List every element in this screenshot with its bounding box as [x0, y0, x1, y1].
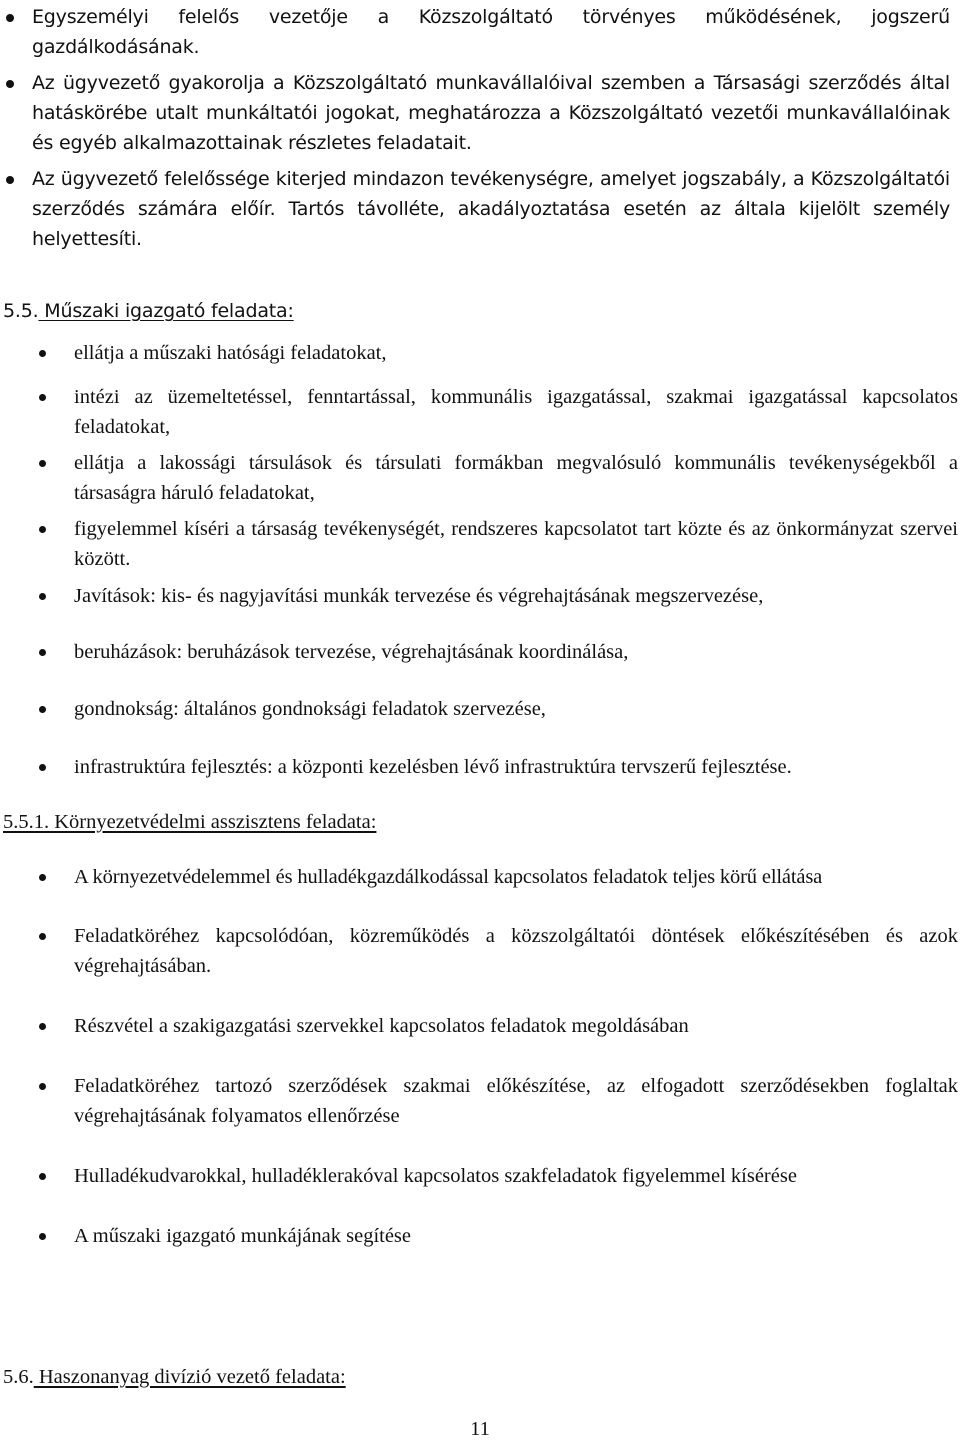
bullet-icon: [39, 1173, 46, 1180]
list-item-text: ellátja a műszaki hatósági feladatokat,: [74, 342, 387, 364]
list-item-text: A környezetvédelemmel és hulladékgazdálkodással kapcsolatos feladatok teljes körű ellátása: [74, 866, 823, 888]
list-item-text: A műszaki igazgató munkájának segítése: [74, 1225, 412, 1247]
section-title: Műszaki igazgató feladata:: [38, 300, 294, 322]
list-item-text: Részvétel a szakigazgatási szervekkel kapcsolatos feladatok megoldásában: [74, 1015, 689, 1037]
section-number: 5.5.: [3, 300, 39, 322]
list-item: [0, 1221, 958, 1251]
section-heading-5-5: [3, 296, 294, 326]
list-item: [0, 338, 958, 368]
bullet-icon: [39, 706, 46, 713]
bullet-icon: [39, 1023, 46, 1030]
top-bullet-list: [0, 2, 950, 260]
bullet-icon: [39, 1083, 46, 1090]
list-item-text: beruházások: beruházások tervezése, végrehajtásának koordinálása,: [74, 641, 629, 663]
list-item-text: Hulladékudvarokkal, hulladéklerakóval kapcsolatos szakfeladatok figyelemmel kísérése: [74, 1165, 797, 1187]
bullet-icon: [6, 14, 14, 22]
list-item: [0, 164, 950, 254]
bullet-icon: [6, 80, 14, 88]
list-item: [0, 921, 958, 981]
list-item-text: ellátja a lakossági társulások és társulati formákban megvalósuló kommunális tevékenységekből a társaságra háruló feladatokat,: [74, 452, 958, 504]
page-number: 11: [470, 1418, 490, 1440]
bullet-icon: [39, 1233, 46, 1240]
bullet-icon: [6, 176, 14, 184]
bullet-icon: [39, 649, 46, 656]
list-item: [0, 514, 958, 574]
list-item: [0, 752, 958, 782]
section-title: Haszonanyag divízió vezető feladata:: [33, 1366, 346, 1388]
bullet-icon: [39, 593, 46, 600]
bullet-icon: [39, 394, 46, 401]
list-item-text: intézi az üzemeltetéssel, fenntartással, kommunális igazgatással, szakmai igazgatással kapcsolatos feladatokat,: [74, 386, 958, 438]
section-heading-5-5-1: [3, 807, 376, 837]
bullet-icon: [39, 460, 46, 467]
list-item: [0, 694, 958, 724]
list-item: [0, 68, 950, 158]
list-item: [0, 382, 958, 442]
list-item: [0, 862, 958, 892]
list-item-text: Az ügyvezető felelőssége kiterjed mindazon tevékenységre, amelyet jogszabály, a Közszolgáltatói szerződés számára előír. Tartós távolléte, akadályoztatása esetén az általa kijelölt személy helyettesíti.: [32, 168, 950, 250]
list-item: [0, 2, 950, 62]
bullet-icon: [39, 933, 46, 940]
bullet-icon: [39, 526, 46, 533]
list-item-text: gondnokság: általános gondnoksági feladatok szervezése,: [74, 698, 546, 720]
list-item-text: Az ügyvezető gyakorolja a Közszolgáltató munkavállalóival szemben a Társasági szerződés által hatáskörébe utalt munkáltatói jogokat, meghatározza a Közszolgáltató vezetői munkavállalóinak és egyéb alkalmazottainak részletes feladatait.: [32, 72, 950, 154]
list-item-text: Javítások: kis- és nagyjavítási munkák tervezése és végrehajtásának megszervezése,: [74, 585, 764, 607]
list-item: [0, 581, 958, 611]
list-item-text: figyelemmel kíséri a társaság tevékenységét, rendszeres kapcsolatot tart közte és az önkormányzat szervei között.: [74, 518, 958, 570]
list-item-text: Feladatköréhez kapcsolódóan, közreműködés a közszolgáltatói döntések előkészítésében és azok végrehajtásában.: [74, 925, 958, 977]
list-item-text: infrastruktúra fejlesztés: a központi kezelésben lévő infrastruktúra tervszerű fejlesztése.: [74, 756, 792, 778]
bullet-icon: [39, 764, 46, 771]
list-item-text: Egyszemélyi felelős vezetője a Közszolgáltató törvényes működésének, jogszerű gazdálkodásának.: [32, 6, 950, 58]
list-item: [0, 1011, 958, 1041]
bullet-icon: [39, 350, 46, 357]
section-number: 5.6.: [3, 1366, 34, 1388]
list-item: [0, 1161, 958, 1191]
section-title: 5.5.1. Környezetvédelmi asszisztens feladata:: [3, 811, 377, 833]
list-item-text: Feladatköréhez tartozó szerződések szakmai előkészítése, az elfogadott szerződésekben foglaltak végrehajtásának folyamatos ellenőrzése: [74, 1075, 958, 1127]
list-item: [0, 1071, 958, 1131]
list-item: [0, 448, 958, 508]
section-heading-5-6: [3, 1362, 346, 1392]
bullet-icon: [39, 874, 46, 881]
list-item: [0, 637, 958, 667]
